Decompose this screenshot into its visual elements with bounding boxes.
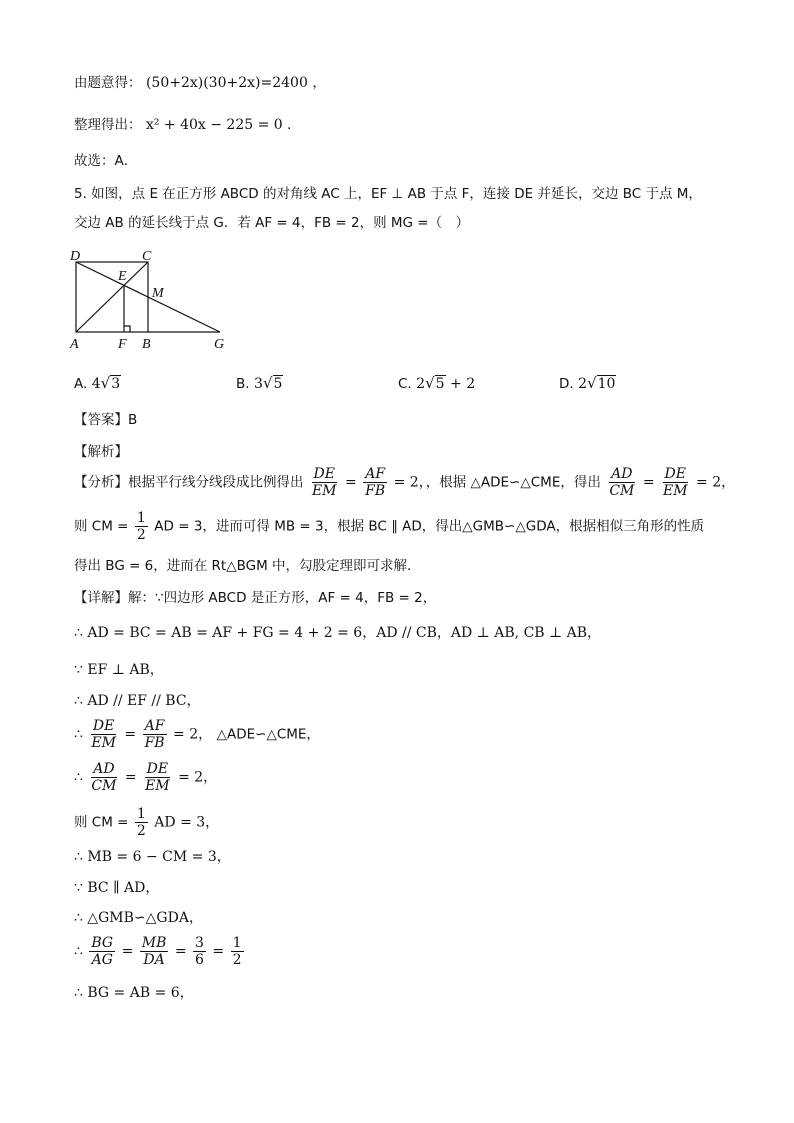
equals: = [124, 769, 137, 786]
equals: = [121, 943, 134, 960]
numerator: AF [365, 466, 386, 482]
detail-line-5 [74, 718, 320, 751]
fraction-mb-da [140, 935, 169, 968]
text: 则 CM = [74, 814, 129, 831]
line-equation-2 [74, 116, 301, 134]
answer-tag: 【答案】 [74, 412, 128, 428]
equals: = [174, 943, 187, 960]
option-coef: 4 [91, 376, 101, 392]
text: 根据平行线分线段成比例得出 [128, 474, 304, 491]
option-coef: 2 [416, 376, 426, 392]
radicand: 5 [435, 376, 445, 392]
fraction-de-em-2 [661, 466, 690, 499]
numerator: DE [92, 718, 115, 734]
label: 由题意得： [74, 75, 142, 91]
option-letter: C. [398, 376, 412, 392]
text: ，根据 △ADE∽△CME，得出 [425, 474, 601, 491]
option-d[interactable] [559, 374, 616, 392]
detail-line-9: ∵ BC ∥ AD， [74, 880, 160, 896]
question-5-line-2: 交边 AB 的延长线于点 G．若 AF = 4，FB = 2，则 MG =（ ） [74, 215, 470, 231]
fenxi-tag: 【分析】 [74, 474, 128, 491]
radical-sign: √ [262, 374, 273, 392]
fraction-ad-cm [89, 761, 118, 794]
label: 整理得出： [74, 117, 142, 133]
radical-sign: √ [425, 374, 435, 392]
fraction-ad-cm [607, 466, 636, 499]
label-d: D [70, 249, 81, 264]
option-letter: A. [74, 376, 88, 392]
denominator: EM [91, 735, 116, 751]
numerator: AF [144, 718, 165, 734]
fraction-af-fb [363, 466, 387, 499]
denominator: FB [144, 735, 165, 751]
analysis-tag: 【解析】 [74, 444, 128, 460]
geometry-figure [66, 244, 236, 354]
text: AD = 3，进而可得 MB = 3，根据 BC ∥ AD，得出△GMB∽△GDA，根据相似三角形的性质 [154, 518, 705, 535]
detail-tag: 【详解】 [74, 590, 128, 606]
equals: = [212, 943, 225, 960]
fraction-de-em [89, 718, 118, 751]
option-b[interactable] [236, 374, 283, 392]
fenxi-line-2 [74, 510, 704, 543]
denominator: 2 [136, 527, 146, 543]
fenxi-line-3: 得出 BG = 6，进而在 Rt△BGM 中，勾股定理即可求解． [74, 558, 421, 574]
denominator: 2 [136, 823, 146, 839]
label-f: F [118, 337, 127, 352]
therefore: ∴ [74, 769, 83, 786]
denominator: 2 [232, 952, 242, 968]
numerator: MB [141, 935, 167, 951]
equals: = [642, 474, 655, 491]
numerator: 1 [232, 935, 242, 951]
therefore: ∴ [74, 943, 83, 960]
fraction-three-six [193, 935, 206, 968]
detail-line-4: ∴ AD // EF // BC， [74, 693, 201, 709]
label-g: G [214, 337, 225, 352]
detail-line-2: ∴ AD = BC = AB = AF + FG = 4 + 2 = 6，AD // CB，AD ⊥ AB, CB ⊥ AB， [74, 625, 602, 641]
numerator: DE [664, 466, 686, 482]
label-m: M [152, 286, 164, 301]
diagonal-ac [76, 262, 148, 332]
fenxi-line-1 [74, 466, 735, 499]
option-a[interactable] [74, 374, 121, 392]
detail-line-12: ∴ BG = AB = 6， [74, 985, 194, 1001]
detail-line-10: ∴ △GMB∽△GDA， [74, 910, 203, 926]
therefore: ∴ [74, 726, 83, 743]
answer-line [74, 411, 137, 429]
numerator: AD [611, 466, 633, 482]
detail-line-6 [74, 761, 217, 794]
option-letter: B. [236, 376, 250, 392]
radical-sign: √ [100, 374, 111, 392]
detail-line-11 [74, 935, 246, 968]
text: AD = 3， [154, 814, 220, 831]
fraction-de-em [310, 466, 339, 499]
denominator: EM [145, 778, 170, 794]
label-b: B [142, 337, 151, 352]
option-c[interactable] [398, 374, 475, 392]
radicand: 3 [111, 376, 121, 392]
denominator: EM [311, 483, 337, 499]
question-5-line-1: 5. 如图，点 E 在正方形 ABCD 的对角线 AC 上，EF ⊥ AB 于点 F，连接 DE 并延长，交边 BC 于点 M， [74, 186, 702, 202]
option-letter: D. [559, 376, 574, 392]
fraction-one-half [135, 510, 148, 543]
answer-value: B [128, 412, 138, 428]
text: 解：∵四边形 ABCD 是正方形，AF = 4，FB = 2， [128, 590, 437, 606]
punct: ， [312, 75, 326, 91]
fraction-af-fb [143, 718, 167, 751]
right-angle-mark [124, 326, 130, 332]
equals: = [124, 726, 137, 743]
denominator: AG [91, 952, 113, 968]
detail-line-7 [74, 806, 219, 839]
fraction-de-em [143, 761, 172, 794]
denominator: CM [91, 778, 117, 794]
punct: ． [287, 117, 301, 133]
denominator: FB [365, 483, 386, 499]
denominator: 6 [195, 952, 204, 968]
radicand: 10 [597, 376, 616, 392]
equals-2: = 2， [173, 726, 213, 743]
numerator: 1 [136, 510, 146, 526]
numerator: BG [91, 935, 114, 951]
equation: (50+2x)(30+2x)=2400 [145, 75, 308, 91]
equals-2: = 2， [696, 474, 736, 491]
fraction-one-half [135, 806, 148, 839]
numerator: DE [313, 466, 335, 482]
denominator: EM [663, 483, 688, 499]
radical-sign: √ [587, 374, 597, 392]
label-c: C [142, 249, 152, 264]
detail-line-1 [74, 589, 436, 607]
text: 则 CM = [74, 518, 129, 535]
label-e: E [118, 269, 127, 284]
numerator: AD [93, 761, 115, 777]
label-a: A [70, 337, 79, 352]
fraction-bg-ag [89, 935, 115, 968]
equals-2: = 2， [393, 474, 426, 491]
detail-line-8: ∴ MB = 6 − CM = 3， [74, 849, 231, 865]
fraction-one-half [231, 935, 244, 968]
equals-2: = 2， [178, 769, 218, 786]
option-coef: 3 [254, 376, 263, 392]
numerator: 1 [136, 806, 146, 822]
denominator: CM [609, 483, 635, 499]
option-tail: + 2 [450, 376, 476, 392]
equals: = [344, 474, 357, 491]
text: △ADE∽△CME， [216, 726, 320, 743]
equation: x² + 40x − 225 = 0 [145, 117, 283, 133]
option-coef: 2 [578, 376, 588, 392]
choice-statement: 故选：A． [74, 153, 138, 169]
line-equation-1 [74, 74, 326, 92]
denominator: DA [143, 952, 165, 968]
numerator: DE [146, 761, 169, 777]
detail-line-3: ∵ EF ⊥ AB， [74, 662, 164, 678]
radicand: 5 [273, 376, 283, 392]
numerator: 3 [195, 935, 204, 951]
